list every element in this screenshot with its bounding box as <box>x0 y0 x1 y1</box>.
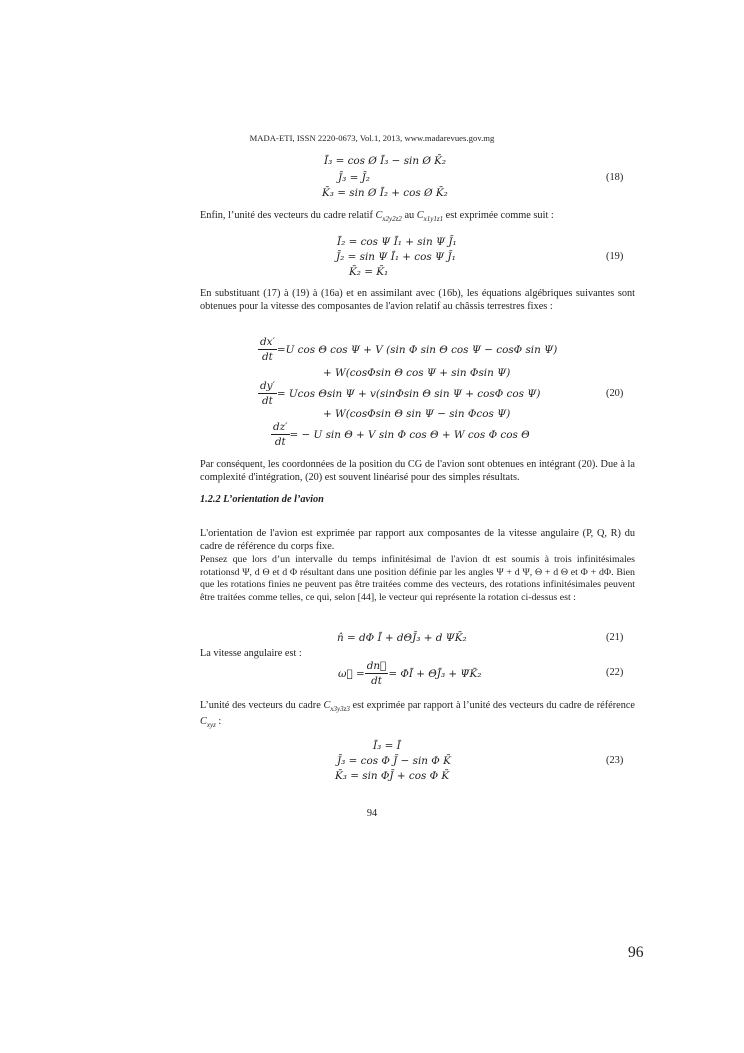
eq23-line1: Ī₃ = Ī <box>373 740 401 752</box>
paragraph-unit-vectors <box>200 210 635 226</box>
eq19-line3: K̄₂ = K̄₁ <box>349 266 389 278</box>
eq20-dz-rhs: = − U sin Θ + V sin Φ cos Θ + W cos Φ cos Θ <box>289 429 530 442</box>
eq22-rhs: = Φ̇Ī + Θ̇J̄₃ + Ψ̇K̄₂ <box>388 668 482 681</box>
p1-part-a: Enfin, l’unité des vecteurs du cadre relatif <box>200 210 376 221</box>
journal-header: MADA-ETI, ISSN 2220-0673, Vol.1, 2013, www.madarevues.gov.mg <box>249 133 495 143</box>
fraction-dn-dt <box>365 660 389 687</box>
fraction-denominator: dt <box>262 351 273 363</box>
p1-part-c: est exprimée comme suit : <box>443 210 554 221</box>
eq20-number: (20) <box>606 388 624 399</box>
inner-page-number: 94 <box>366 808 378 819</box>
fraction-dz-dt <box>271 421 290 448</box>
p7-part-c: : <box>215 715 222 727</box>
p7-part-b: est exprimée par rapport à l’unité des vecteurs du cadre de référence <box>349 700 635 711</box>
paragraph-frame-unit-vectors <box>200 700 635 731</box>
eq23-line3: K̄₃ = sin ΦJ̄ + cos Φ K̄ <box>335 770 450 782</box>
frame-symbol: C <box>200 715 207 727</box>
paragraph-integration: Par conséquent, les coordonnées de la position du CG de l'avion sont obtenues en intégrant (20). Due à la complexité d'intégration, (20) est souvent linéarisé pour des simples résultats. <box>200 459 635 483</box>
p7-part-a: L’unité des vecteurs du cadre <box>200 700 324 711</box>
eq19-number: (19) <box>606 251 624 262</box>
frame-index: xyz <box>206 720 216 729</box>
paragraph-orientation: L'orientation de l'avion est exprimée par rapport aux composantes de la vitesse angulaire (P, Q, R) du cadre de référence du corps fixe. <box>200 528 635 552</box>
fraction-numerator: dy′ <box>260 380 275 392</box>
eq20-dx-rhs: =U cos Θ cos Ψ + V (sin Φ sin Θ cos Ψ − cosΦ sin Ψ) <box>276 344 558 357</box>
frame-c-x2y2z2 <box>375 210 402 224</box>
eq22-lhs: ω⃗ = <box>338 668 365 681</box>
eq18-number: (18) <box>606 172 624 183</box>
frame-symbol: C <box>375 210 383 221</box>
frame-c-xyz <box>200 716 216 727</box>
fraction-denominator: dt <box>262 395 273 407</box>
eq22 <box>338 660 481 687</box>
fraction-numerator: dx′ <box>260 336 275 348</box>
eq22-number: (22) <box>606 667 624 678</box>
eq18-line1: Ī₃ = cos Ø Ī₃ − sin Ø K̄₂ <box>324 155 447 167</box>
eq20-dx <box>258 336 557 363</box>
fraction-denominator: dt <box>371 675 382 687</box>
fraction-numerator: dn⃗ <box>366 660 387 672</box>
eq18-line3: K̄₃ = sin Ø Ī₂ + cos Ø K̄₂ <box>322 187 448 199</box>
fraction-denominator: dt <box>274 436 286 448</box>
eq23-line2: J̄₃ = cos Φ J̄ − sin Φ K̄ <box>337 755 451 767</box>
fraction-dy-dt <box>258 380 277 407</box>
fraction-numerator: dz′ <box>273 421 288 433</box>
fraction-dx-dt <box>258 336 277 363</box>
frame-symbol: C <box>323 700 331 711</box>
frame-c-x1y1z1 <box>416 210 444 224</box>
paragraph-rotations: Pensez que lors d’un intervalle du temps infinitésimal de l'avion dt est soumis à trois infinitésimales rotationsd Ψ, d Θ et d Φ résultant dans une position définie par les angles Ψ + d Ψ, Θ + d Θ et Φ + dΦ. Bien que les rotations finies ne peuvent pas être traitées comme des vecteurs, des rotations infinitésimales peuvent être traitées comme telles, ce qui, selon [44], le vecteur qui représente la rotation ci-dessus est : <box>200 554 635 603</box>
eq18-line2: J̄₃ = J̄₂ <box>338 172 370 184</box>
outer-page-number: 96 <box>628 944 644 961</box>
eq23-number: (23) <box>606 755 624 766</box>
p1-part-b: au <box>401 210 417 221</box>
paragraph-substitution: En substituant (17) à (19) à (16a) et en assimilant avec (16b), les équations algébriques suivantes sont obtenues pour la vitesse des composantes de l'avion relatif au châssis terrestres fixes : <box>200 288 635 312</box>
paragraph-angular-velocity: La vitesse angulaire est : <box>200 648 302 659</box>
eq20-dy-continuation: + W(cosΦsin Θ sin Ψ − sin Φcos Ψ) <box>323 408 511 420</box>
frame-c-x3y3z3 <box>323 700 350 714</box>
eq20-dz <box>271 421 530 448</box>
eq20-dx-continuation: + W(cosΦsin Θ cos Ψ + sin Φsin Ψ) <box>323 367 511 379</box>
frame-index: x2y2z2 <box>382 215 402 224</box>
eq19-line2: J̄₂ = sin Ψ Ī₁ + cos Ψ J̄₁ <box>336 251 456 263</box>
frame-index: x1y1z1 <box>423 215 444 224</box>
eq21: n̂ = dΦ Ī + dΘJ̄₃ + d ΨK̄₂ <box>337 632 467 644</box>
section-title: 1.2.2 L’orientation de l’avion <box>200 494 324 505</box>
eq19-line1: Ī₂ = cos Ψ Ī₁ + sin Ψ J̄₁ <box>337 236 457 248</box>
eq20-dy-rhs: = Ucos Θsin Ψ + v(sinΦsin Θ sin Ψ + cosΦ cos Ψ) <box>276 388 541 401</box>
frame-index: x3y3z3 <box>330 705 350 714</box>
eq20-dy <box>258 380 540 407</box>
eq21-number: (21) <box>606 632 624 643</box>
frame-symbol: C <box>416 210 424 221</box>
